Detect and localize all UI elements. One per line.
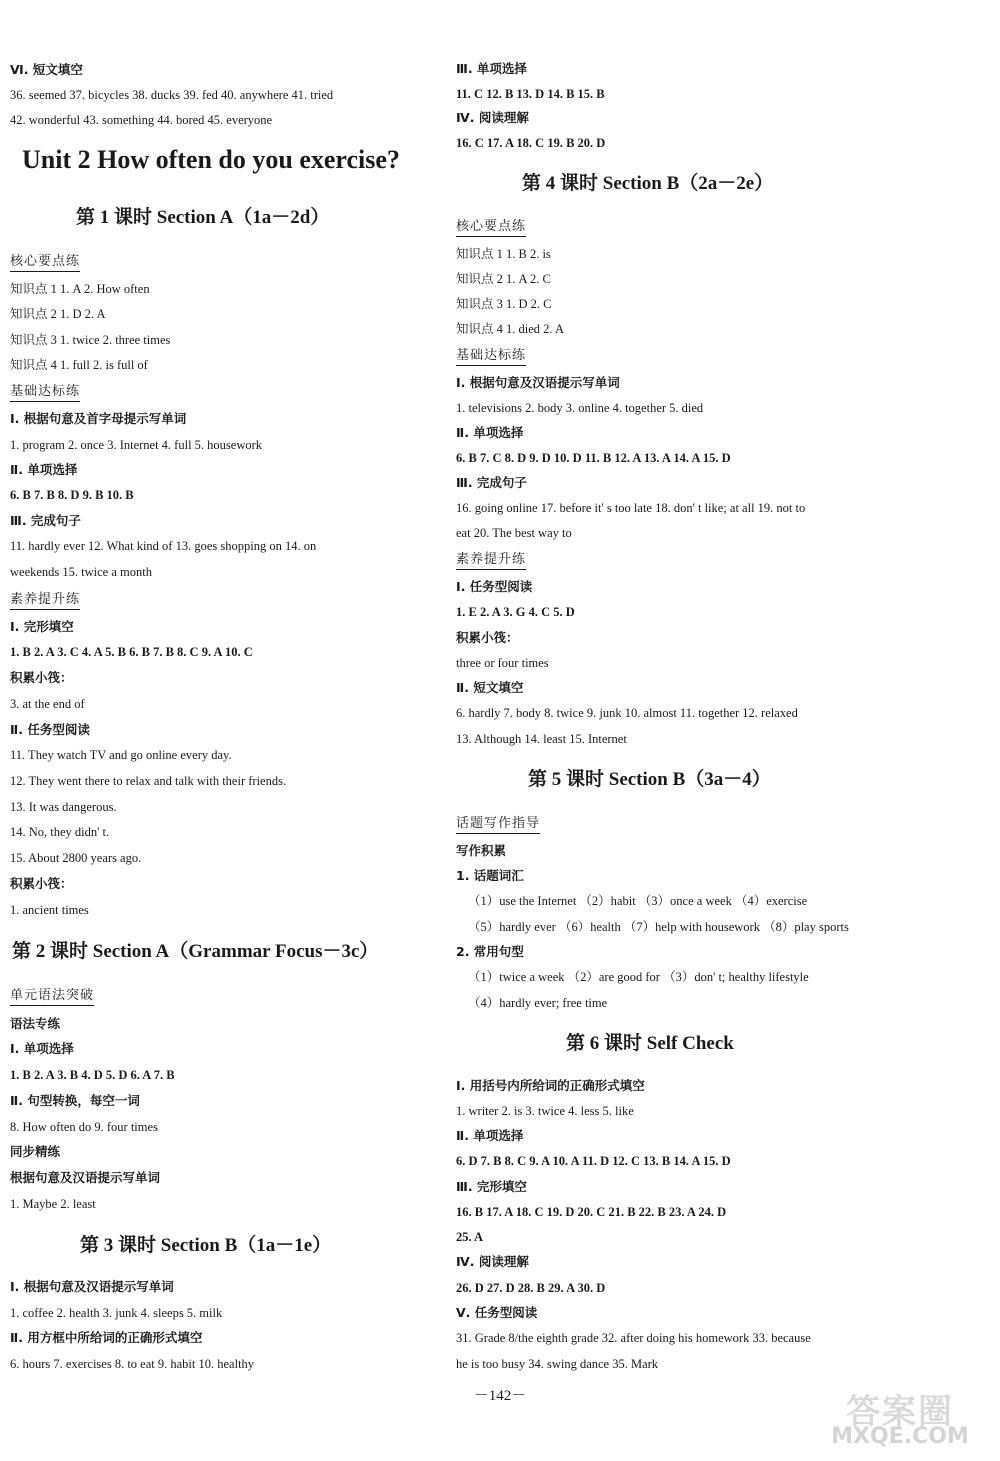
answer-line: 1. E 2. A 3. G 4. C 5. D [456,605,575,619]
lesson-title: 第 2 课时 Section A（Grammar Focus－3c） [12,941,379,962]
answer-line: 1. ancient times [10,903,89,917]
section-heading: 积累小筏： [10,670,73,685]
answer-line: 42. wonderful 43. something 44. bored 45. everyone [10,113,273,127]
answer-line: 16. C 17. A 18. C 19. B 20. D [456,136,606,150]
watermark-url: MXQE.COM [831,1424,969,1449]
section-heading: 1. 话题词汇 [456,868,524,883]
knowledge-point: 知识点 1 1. A 2. How often [10,282,150,296]
answer-line: 8. How often do 9. four times [10,1120,158,1134]
answer-line: （4）hardly ever; free time [468,996,608,1010]
knowledge-point: 知识点 2 1. A 2. C [456,272,551,286]
answer-line: eat 20. The best way to [456,526,572,540]
knowledge-point: 知识点 1 1. B 2. is [456,247,551,261]
section-heading: 语法专练 [10,1016,61,1031]
answer-line: 1. Maybe 2. least [10,1197,96,1211]
section-heading: Ⅰ. 完形填空 [10,619,74,634]
section-heading: Ⅱ. 用方框中所给词的正确形式填空 [10,1330,203,1345]
answer-line: （5）hardly ever （6）health （7）help with housework （8）play sports [468,920,849,934]
section-heading: Ⅰ. 根据句意及汉语提示写单词 [10,1279,174,1294]
answer-line: （1）use the Internet （2）habit （3）once a week （4）exercise [468,894,808,908]
section-heading: Ⅱ. 单项选择 [456,425,524,440]
unit-title: Unit 2 How often do you exercise? [22,145,400,174]
answer-line: 25. A [456,1230,484,1244]
lesson-title: 第 3 课时 Section B（1a－1e） [80,1235,332,1256]
answer-line: 11. C 12. B 13. D 14. B 15. B [456,87,605,101]
answer-line: 14. No, they didn' t. [10,825,110,839]
section-heading: Ⅳ. 阅读理解 [456,110,529,125]
category-heading: 基础达标练 [456,348,526,366]
category-heading: 素养提升练 [10,592,80,610]
section-heading: Ⅱ. 短文填空 [456,680,524,695]
section-heading: Ⅱ. 任务型阅读 [10,722,90,737]
section-heading: Ⅱ. 句型转换，每空一词 [10,1093,140,1108]
watermark-logo [810,1384,990,1454]
section-heading: Ⅳ. 阅读理解 [456,1254,529,1269]
section-heading: Ⅰ. 单项选择 [10,1041,74,1056]
answer-line: 12. They went there to relax and talk with their friends. [10,774,287,788]
answer-line: 15. About 2800 years ago. [10,851,142,865]
knowledge-point: 知识点 4 1. died 2. A [456,322,564,336]
section-heading: 2. 常用句型 [456,944,524,959]
knowledge-point: 知识点 4 1. full 2. is full of [10,358,148,372]
answer-line: 1. televisions 2. body 3. online 4. together 5. died [456,401,704,415]
answer-line: three or four times [456,656,549,670]
answer-line: weekends 15. twice a month [10,565,152,579]
section-heading: Ⅲ. 完成句子 [10,513,81,528]
answer-line: 11. They watch TV and go online every day. [10,748,232,762]
knowledge-point: 知识点 3 1. D 2. C [456,297,552,311]
answer-line: 1. B 2. A 3. C 4. A 5. B 6. B 7. B 8. C 9. A 10. C [10,645,253,659]
answer-line: 1. program 2. once 3. Internet 4. full 5. housework [10,438,263,452]
section-heading: 积累小筏： [456,630,519,645]
answer-line: 26. D 27. D 28. B 29. A 30. D [456,1281,606,1295]
section-heading: Ⅰ. 根据句意及汉语提示写单词 [456,375,620,390]
answer-line: 1. B 2. A 3. B 4. D 5. D 6. A 7. B [10,1068,175,1082]
answer-line: 11. hardly ever 12. What kind of 13. goes shopping on 14. on [10,539,317,553]
knowledge-point: 知识点 2 1. D 2. A [10,307,106,321]
category-heading: 核心要点练 [10,254,80,272]
answer-line: he is too busy 34. swing dance 35. Mark [456,1357,659,1371]
answer-line: 16. B 17. A 18. C 19. D 20. C 21. B 22. B 23. A 24. D [456,1205,727,1219]
answer-line: 31. Grade 8/the eighth grade 32. after doing his homework 33. because [456,1331,811,1345]
answer-line: 16. going online 17. before it' s too late 18. don' t like; at all 19. not to [456,501,806,515]
answer-line: 13. Although 14. least 15. Internet [456,732,627,746]
section-heading: Ⅰ. 用括号内所给词的正确形式填空 [456,1078,645,1093]
answer-line: 6. B 7. C 8. D 9. D 10. D 11. B 12. A 13. A 14. A 15. D [456,451,731,465]
answer-line: 1. writer 2. is 3. twice 4. less 5. like [456,1104,634,1118]
section-heading: 积累小筏： [10,876,73,891]
category-heading: 核心要点练 [456,219,526,237]
section-heading: Ⅰ. 根据句意及首字母提示写单词 [10,411,187,426]
knowledge-point: 知识点 3 1. twice 2. three times [10,333,171,347]
lesson-title: 第 4 课时 Section B（2a－2e） [522,173,774,194]
category-heading: 基础达标练 [10,384,80,402]
category-heading: 素养提升练 [456,552,526,570]
section-heading: 写作积累 [456,843,507,858]
section-heading: Ⅴ. 任务型阅读 [456,1305,538,1320]
page-number: －142－ [473,1388,527,1404]
lesson-title: 第 6 课时 Self Check [566,1033,734,1054]
section-heading: Ⅲ. 完成句子 [456,475,527,490]
answer-line: 36. seemed 37. bicycles 38. ducks 39. fed 40. anywhere 41. tried [10,88,334,102]
answer-line: 6. D 7. B 8. C 9. A 10. A 11. D 12. C 13. B 14. A 15. D [456,1154,731,1168]
category-heading: 话题写作指导 [456,816,540,834]
section-heading: Ⅲ. 完形填空 [456,1179,527,1194]
lesson-title: 第 1 课时 Section A（1a－2d） [76,207,330,228]
section-heading: Ⅱ. 单项选择 [10,462,78,477]
category-heading: 单元语法突破 [10,988,94,1006]
lesson-title: 第 5 课时 Section B（3a－4） [528,769,771,790]
answer-line: 6. B 7. B 8. D 9. B 10. B [10,488,134,502]
answer-line: 1. coffee 2. health 3. junk 4. sleeps 5. milk [10,1306,223,1320]
section-heading: Ⅵ. 短文填空 [10,62,83,77]
answer-line: 13. It was dangerous. [10,800,117,814]
answer-line: 6. hours 7. exercises 8. to eat 9. habit 10. healthy [10,1357,255,1371]
answer-line: 6. hardly 7. body 8. twice 9. junk 10. almost 11. together 12. relaxed [456,706,798,720]
watermark-text: 答案圈 [846,1392,954,1432]
answer-line: （1）twice a week （2）are good for （3）don' t; healthy lifestyle [468,970,809,984]
section-heading: 根据句意及汉语提示写单词 [10,1170,161,1185]
section-heading: Ⅱ. 单项选择 [456,1128,524,1143]
answer-line: 3. at the end of [10,697,85,711]
section-heading: 同步精练 [10,1144,61,1159]
section-heading: Ⅲ. 单项选择 [456,61,527,76]
section-heading: Ⅰ. 任务型阅读 [456,579,533,594]
